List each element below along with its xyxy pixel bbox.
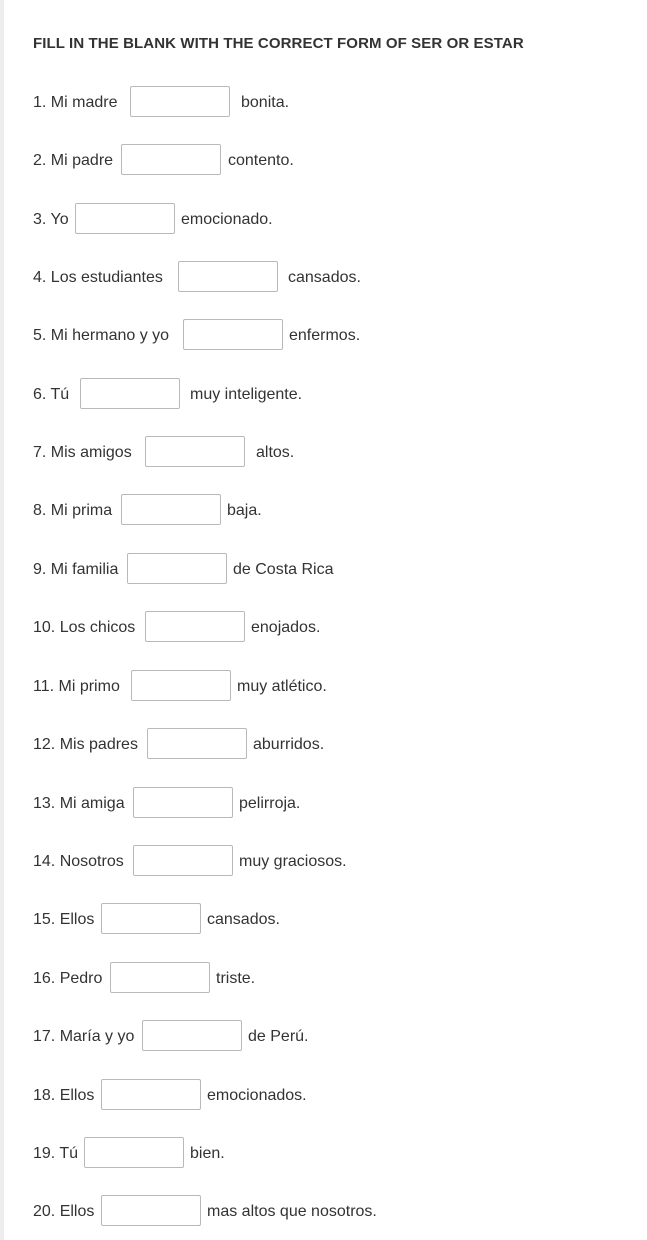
question-suffix: aburridos. (253, 736, 325, 753)
question-prompt: 1. Mi madre (33, 94, 118, 111)
answer-input-10[interactable] (145, 611, 245, 642)
question-row (0, 319, 647, 353)
question-row (0, 553, 647, 587)
question-prompt: 16. Pedro (33, 970, 103, 987)
question-prompt: 9. Mi familia (33, 561, 119, 578)
question-row (0, 86, 647, 120)
question-suffix: emocionado. (181, 211, 273, 228)
answer-input-2[interactable] (121, 144, 221, 175)
question-prompt: 5. Mi hermano y yo (33, 327, 170, 344)
question-row (0, 144, 647, 178)
question-suffix: enfermos. (289, 327, 361, 344)
answer-input-13[interactable] (133, 787, 233, 818)
question-row (0, 1079, 647, 1113)
question-prompt: 8. Mi prima (33, 502, 113, 519)
question-prompt: 6. Tú (33, 386, 70, 403)
question-suffix: emocionados. (207, 1087, 307, 1104)
question-row (0, 1137, 647, 1171)
question-row (0, 728, 647, 762)
question-suffix: bien. (190, 1145, 225, 1162)
question-suffix: cansados. (288, 269, 361, 286)
question-row (0, 494, 647, 528)
question-prompt: 3. Yo (33, 211, 69, 228)
answer-input-5[interactable] (183, 319, 283, 350)
answer-input-19[interactable] (84, 1137, 184, 1168)
question-suffix: enojados. (251, 619, 321, 636)
question-prompt: 20. Ellos (33, 1203, 95, 1220)
answer-input-9[interactable] (127, 553, 227, 584)
question-row (0, 845, 647, 879)
question-suffix: baja. (227, 502, 262, 519)
question-suffix: cansados. (207, 911, 280, 928)
question-prompt: 19. Tú (33, 1145, 79, 1162)
question-prompt: 12. Mis padres (33, 736, 138, 753)
question-prompt: 13. Mi amiga (33, 795, 125, 812)
answer-input-17[interactable] (142, 1020, 242, 1051)
question-prompt: 14. Nosotros (33, 853, 124, 870)
question-suffix: triste. (216, 970, 256, 987)
question-prompt: 4. Los estudiantes (33, 269, 163, 286)
answer-input-11[interactable] (131, 670, 231, 701)
question-row (0, 1020, 647, 1054)
question-row (0, 261, 647, 295)
question-prompt: 18. Ellos (33, 1087, 95, 1104)
question-suffix: de Costa Rica (233, 561, 334, 578)
question-prompt: 11. Mi primo (33, 678, 120, 695)
question-suffix: altos. (256, 444, 295, 461)
answer-input-4[interactable] (178, 261, 278, 292)
answer-input-15[interactable] (101, 903, 201, 934)
question-row (0, 378, 647, 412)
question-suffix: contento. (228, 152, 294, 169)
question-suffix: pelirroja. (239, 795, 301, 812)
question-suffix: muy atlético. (237, 678, 327, 695)
question-row (0, 787, 647, 821)
question-row (0, 436, 647, 470)
question-prompt: 17. María y yo (33, 1028, 135, 1045)
question-row (0, 903, 647, 937)
question-suffix: de Perú. (248, 1028, 309, 1045)
answer-input-7[interactable] (145, 436, 245, 467)
question-suffix: muy inteligente. (190, 386, 303, 403)
worksheet-title: FILL IN THE BLANK WITH THE CORRECT FORM OF SER OR ESTAR (33, 35, 524, 52)
answer-input-1[interactable] (130, 86, 230, 117)
answer-input-18[interactable] (101, 1079, 201, 1110)
answer-input-8[interactable] (121, 494, 221, 525)
question-row (0, 1195, 647, 1229)
answer-input-3[interactable] (75, 203, 175, 234)
question-prompt: 2. Mi padre (33, 152, 114, 169)
question-suffix: muy graciosos. (239, 853, 347, 870)
question-prompt: 15. Ellos (33, 911, 95, 928)
answer-input-20[interactable] (101, 1195, 201, 1226)
question-row (0, 962, 647, 996)
question-suffix: mas altos que nosotros. (207, 1203, 377, 1220)
question-prompt: 7. Mis amigos (33, 444, 132, 461)
question-suffix: bonita. (241, 94, 290, 111)
answer-input-14[interactable] (133, 845, 233, 876)
answer-input-12[interactable] (147, 728, 247, 759)
question-prompt: 10. Los chicos (33, 619, 136, 636)
answer-input-6[interactable] (80, 378, 180, 409)
question-row (0, 203, 647, 237)
answer-input-16[interactable] (110, 962, 210, 993)
question-row (0, 670, 647, 704)
question-row (0, 611, 647, 645)
